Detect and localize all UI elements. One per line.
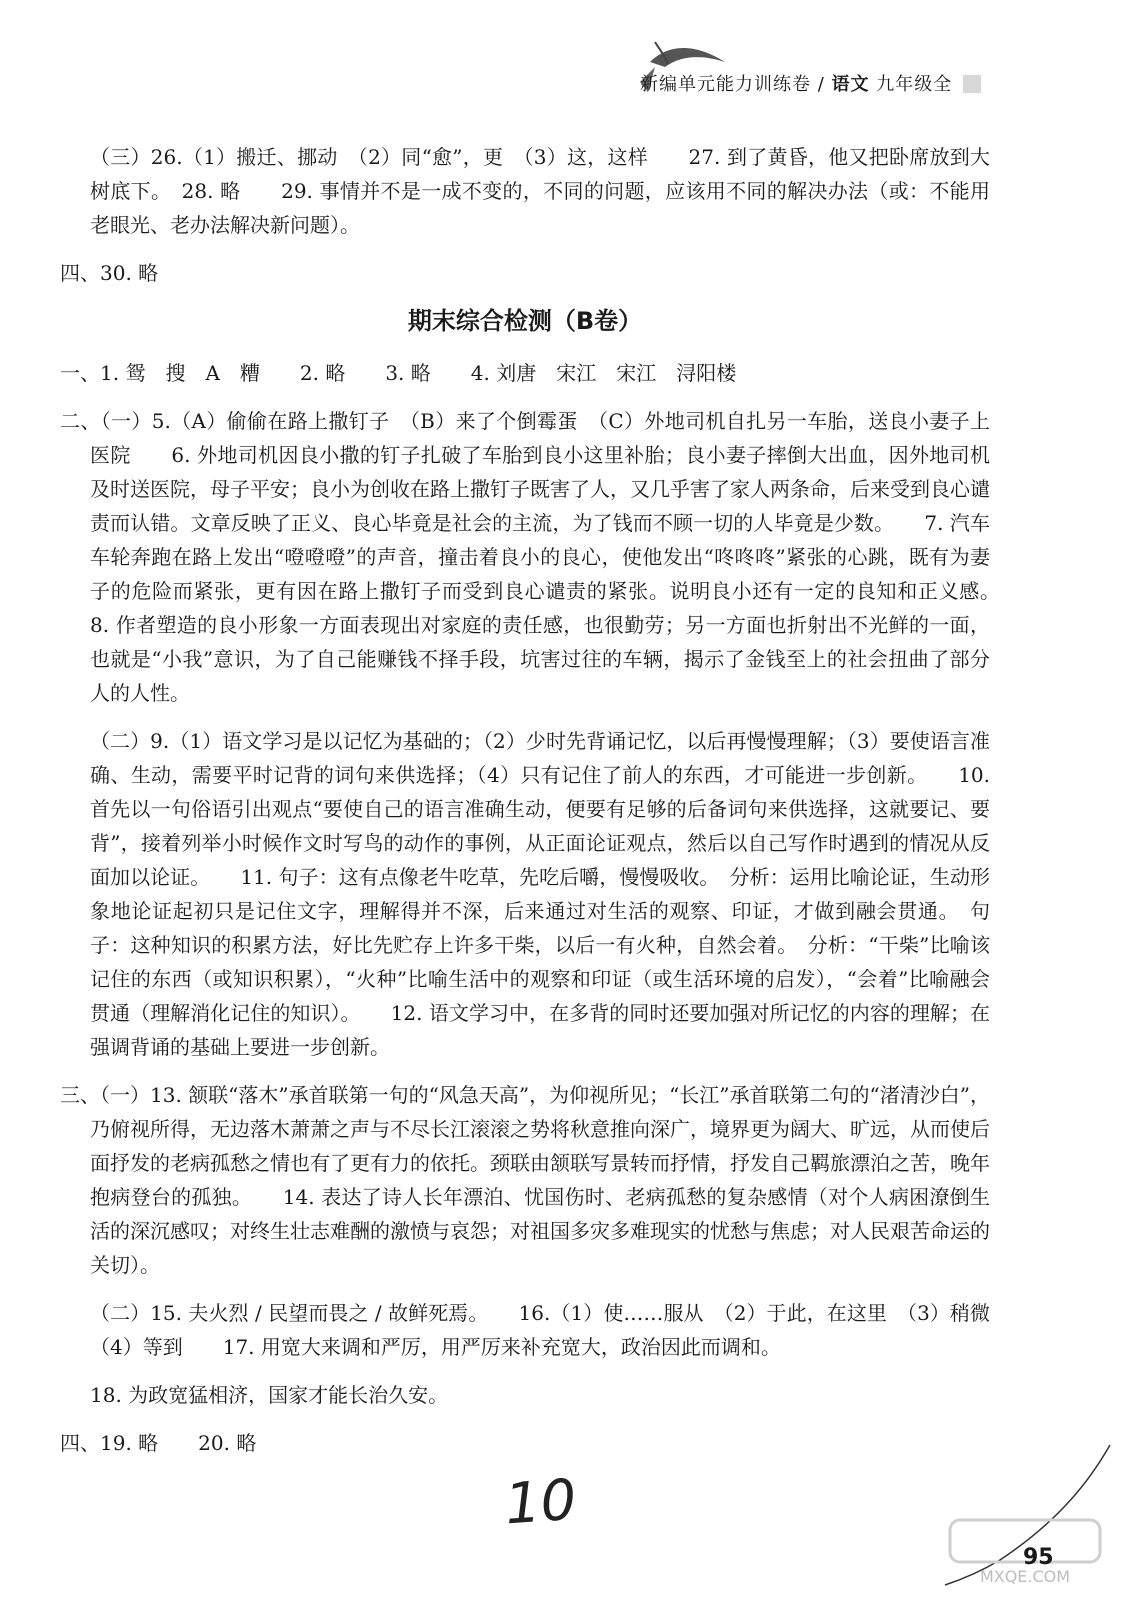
- answer-content: [60, 140, 1030, 1474]
- answer-paragraph: （二）15. 夫火烈 / 民望而畏之 / 故鲜死焉。 16.（1）使……服从 （2）于此，在这里 （3）稍微 （4）等到 17. 用宽大来调和严厉，用严厉来补充宽大，政治因此而调和。: [90, 1301, 1010, 1359]
- answer-paragraph: 18. 为政宽猛相济，国家才能长治久安。: [90, 1383, 449, 1407]
- bird-sketch-icon: [620, 22, 730, 112]
- series-title: 新编单元能力训练卷 /: [640, 74, 825, 95]
- header-box-icon: [963, 75, 981, 93]
- watermark-text: MXQE.COM: [979, 1567, 1071, 1586]
- answer-paragraph: （二）9.（1）语文学习是以记忆为基础的；（2）少时先背诵记忆，以后再慢慢理解；（3）要使语言准确、生动，需要平时记背的词句来供选择；（4）只有记住了前人的东西，才可能进一步创新。 10. 首先以一句俗语引出观点“要使自己的语言准确生动，便要有足够的后备词句来供选择，这就要记、要背”，接着列举小时候作文时写鸟的动作的事例，从正面论证观点，然后以自己写作时遇到的情况从反面加以论证。 11. 句子：这有点像老牛吃草，先吃后嚼，慢慢吸收。 分析：运用比喻论证，生动形象地论证起初只是记住文字，理解得并不深，后来通过对生活的观察、印证，才做到融会贯通。 句子：这种知识的积累方法，好比先贮存上许多干柴，以后一有火种，自然会着。 分析：“干柴”比喻该记住的东西（或知识积累），“火种”比喻生活中的观察和印证（或生活环境的启发），“会着”比喻融会贯通（理解消化记住的知识）。 12. 语文学习中，在多背的同时还要加强对所记忆的内容的理解；在强调背诵的基础上要进一步创新。: [90, 729, 990, 1059]
- answer-paragraph: 四、30. 略: [60, 261, 159, 285]
- section-title: 期末综合检测（B卷）: [407, 307, 643, 335]
- answer-paragraph: 二、（一）5.（A）偷偷在路上撒钉子 （B）来了个倒霉蛋 （C）外地司机自扎另一车胎，送良小妻子上医院 6. 外地司机因良小撒的钉子扎破了车胎到良小这里补胎；良小妻子摔倒大出血，因外地司机及时送医院，母子平安；良小为创收在路上撒钉子既害了人，又几乎害了家人两条命，后来受到良心谴责而认错。文章反映了正义、良心毕竟是社会的主流，为了钱而不顾一切的人毕竟是少数。 7. 汽车车轮奔跑在路上发出“噔噔噔”的声音，撞击着良小的良心，使他发出“咚咚咚”紧张的心跳，既有为妻子的危险而紧张，更有因在路上撒钉子而受到良心谴责的紧张。说明良小还有一定的良知和正义感。 8. 作者塑造的良小形象一方面表现出对家庭的责任感，也很勤劳；另一方面也折射出不光鲜的一面，也就是“小我”意识，为了自己能赚钱不择手段，坑害过往的车辆，揭示了金钱至上的社会扭曲了部分人的人性。: [60, 409, 1030, 705]
- grade-label: 九年级全: [876, 74, 953, 95]
- answer-paragraph: 四、19. 略 20. 略: [60, 1431, 257, 1455]
- answer-paragraph: 三、（一）13. 颔联“落木”承首联第一句的“风急天高”，为仰视所见；“长江”承首联第二句的“渚清沙白”，乃俯视所得，无边落木萧萧之声与不尽长江滚滚之势将秋意推向深广，境界更为阔大、旷远，从而使后面抒发的老病孤愁之情也有了更有力的依托。颈联由颔联写景转而抒情，抒发自己羁旅漂泊之苦，晚年抱病登台的孤独。 14. 表达了诗人长年漂泊、忧国伤时、老病孤愁的复杂感情（对个人病困潦倒生活的深沉感叹；对终生壮志难酬的激愤与哀怨；对祖国多灾多难现实的忧愁与焦虑；对人民艰苦命运的关切）。: [60, 1083, 990, 1277]
- page-number: 95: [1023, 1545, 1054, 1570]
- handwritten-mark: 10: [502, 1467, 579, 1538]
- subject-label: 语文: [831, 74, 870, 95]
- answer-paragraph: （三）26.（1）搬迁、挪动 （2）同“愈”，更 （3）这，这样 27. 到了黄昏，他又把卧席放到大树底下。 28. 略 29. 事情并不是一成不变的，不同的问题，应该用不同的解决办法（或：不能用老眼光、老办法解决新问题）。: [90, 145, 990, 237]
- answer-paragraph: 一、1. 鸳 搜 A 糟 2. 略 3. 略 4. 刘唐 宋江 宋江 浔阳楼: [60, 361, 737, 385]
- running-header: [640, 70, 1020, 96]
